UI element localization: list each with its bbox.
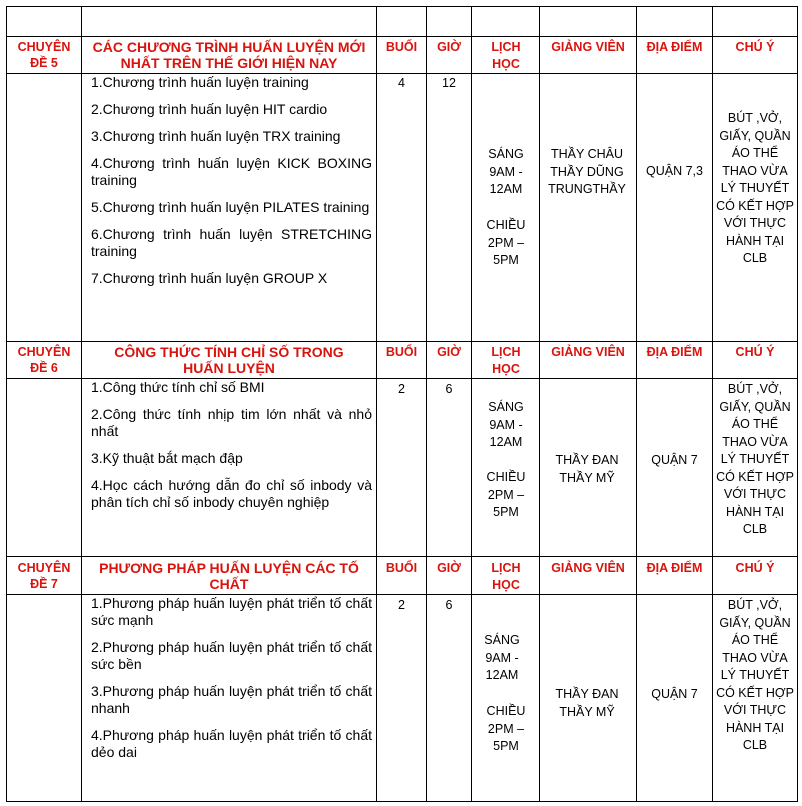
list-item: 5.Chương trình huấn luyện PILATES training	[91, 199, 370, 215]
list-item: 3.Phương pháp huấn luyện phát triển tố chất nhanh	[91, 683, 372, 716]
border-col-1	[81, 6, 82, 802]
topic-5-hours: 12	[442, 76, 456, 90]
topic-6-label: CHUYÊN ĐỀ 6	[17, 345, 71, 375]
topic-6-sessions-header: BUỔI	[385, 345, 418, 359]
topic-6-sessions: 2	[398, 382, 405, 396]
border-bottom	[6, 801, 798, 802]
list-item: 2.Công thức tính nhịp tim lớn nhất và nhỏ nhất	[91, 406, 372, 439]
topic-7-instructor: THẦY ĐAN THẦY MỸ	[555, 687, 619, 719]
topic-7-schedule-header: LỊCH HỌC	[491, 561, 521, 592]
topic-6-location-header: ĐỊA ĐIỂM	[646, 345, 703, 359]
topic-7-location: QUẬN 7	[651, 687, 698, 701]
border-col-0	[6, 6, 7, 802]
border-col-6	[636, 6, 637, 802]
list-item: 4.Học cách hướng dẫn đo chỉ số inbody và phân tích chỉ số inbody chuyên nghiệp	[91, 477, 372, 510]
topic-7-sessions: 2	[398, 598, 405, 612]
list-item: 1.Phương pháp huấn luyện phát triển tố chất sức mạnh	[91, 595, 372, 628]
topic-7-title: PHƯƠNG PHÁP HUẤN LUYỆN CÁC TỐ CHẤT	[99, 560, 359, 592]
border-col-4	[471, 6, 472, 802]
topic-7-instructor-header: GIẢNG VIÊN	[551, 561, 625, 575]
topic-7-items	[91, 595, 372, 771]
topic-6-items	[91, 379, 372, 521]
topic-5-items	[91, 74, 372, 297]
topic-7-hours-header: GIỜ	[437, 561, 461, 575]
topic-5-sessions: 4	[398, 76, 405, 90]
list-item: 4.Chương trình huấn luyện KICK BOXING training	[91, 155, 372, 188]
course-table	[6, 6, 798, 802]
topic-6-hours: 6	[445, 382, 453, 396]
list-item: 7.Chương trình huấn luyện GROUP X	[91, 270, 328, 286]
list-item: 1.Công thức tính chỉ số BMI	[91, 379, 265, 395]
topic-6-schedule-header: LỊCH HỌC	[491, 345, 521, 376]
border-col-7	[712, 6, 713, 802]
border-col-8	[797, 6, 798, 802]
list-item: 1.Chương trình huấn luyện training	[91, 74, 309, 90]
list-item: 3.Chương trình huấn luyện TRX training	[91, 128, 341, 144]
border-col-5	[539, 6, 540, 802]
topic-7-sessions-header: BUỔI	[385, 561, 418, 575]
border-col-2	[376, 6, 377, 802]
list-item: 6.Chương trình huấn luyện STRETCHING training	[91, 226, 372, 259]
topic-6-instructor: THẦY ĐAN THẦY MỸ	[555, 453, 619, 485]
topic-6-schedule-afternoon: CHIỀU 2PM – 5PM	[486, 470, 526, 519]
list-item: 4.Phương pháp huấn luyện phát triển tố chất dẻo dai	[91, 727, 372, 760]
topic-6-title: CÔNG THỨC TÍNH CHỈ SỐ TRONG HUẤN LUYỆN	[114, 344, 344, 376]
topic-6-location: QUẬN 7	[651, 453, 698, 467]
topic-5-location: QUẬN 7,3	[646, 164, 703, 178]
topic-5-note: BÚT ,VỞ, GIẤY, QUẦN ÁO THỂ THAO VỪA LÝ THUYẾT CÓ KẾT HỢP VỚI THỰC HÀNH TẠI CLB	[716, 111, 794, 265]
topic-7-schedule-morning: SÁNG 9AM - 12AM	[484, 633, 520, 682]
border-col-3	[426, 6, 427, 802]
topic-7-schedule-afternoon: CHIỀU 2PM – 5PM	[486, 704, 526, 753]
topic-5-title: CÁC CHƯƠNG TRÌNH HUẤN LUYỆN MỚI NHẤT TRÊN THẾ GIỚI HIỆN NAY	[92, 39, 366, 71]
topic-5-sessions-header: BUỔI	[385, 40, 418, 54]
topic-5-schedule-afternoon: CHIỀU 2PM – 5PM	[486, 218, 526, 267]
topic-5-label: CHUYÊN ĐỀ 5	[17, 40, 71, 70]
topic-7-note-header: CHÚ Ý	[735, 561, 775, 575]
list-item: 2.Phương pháp huấn luyện phát triển tố chất sức bền	[91, 639, 372, 672]
topic-6-schedule-morning: SÁNG 9AM - 12AM	[488, 400, 524, 449]
border-row-5	[6, 556, 798, 557]
topic-5-instructor-header: GIẢNG VIÊN	[551, 40, 625, 54]
list-item: 2.Chương trình huấn luyện HIT cardio	[91, 101, 328, 117]
topic-5-note-header: CHÚ Ý	[735, 40, 775, 54]
topic-6-instructor-header: GIẢNG VIÊN	[551, 345, 625, 359]
topic-5-location-header: ĐỊA ĐIỂM	[646, 40, 703, 54]
topic-5-schedule-header: LỊCH HỌC	[491, 40, 521, 71]
topic-7-hours: 6	[445, 598, 453, 612]
topic-7-label: CHUYÊN ĐỀ 7	[17, 561, 71, 591]
topic-6-note: BÚT ,VỞ, GIẤY, QUẦN ÁO THỂ THAO VỪA LÝ THUYẾT CÓ KẾT HỢP VỚI THỰC HÀNH TẠI CLB	[716, 382, 794, 536]
border-top	[6, 6, 798, 7]
list-item: 3.Kỹ thuật bắt mạch đập	[91, 450, 243, 466]
topic-7-note: BÚT ,VỞ, GIẤY, QUẦN ÁO THỂ THAO VỪA LÝ THUYẾT CÓ KẾT HỢP VỚI THỰC HÀNH TẠI CLB	[716, 598, 794, 752]
topic-5-hours-header: GIỜ	[437, 40, 461, 54]
topic-6-note-header: CHÚ Ý	[735, 345, 775, 359]
topic-5-instructor: THẦY CHÂU THẦY DŨNG TRUNGTHẦY	[548, 147, 626, 196]
topic-6-hours-header: GIỜ	[437, 345, 461, 359]
topic-7-location-header: ĐỊA ĐIỂM	[646, 561, 703, 575]
topic-5-schedule-morning: SÁNG 9AM - 12AM	[488, 147, 524, 196]
